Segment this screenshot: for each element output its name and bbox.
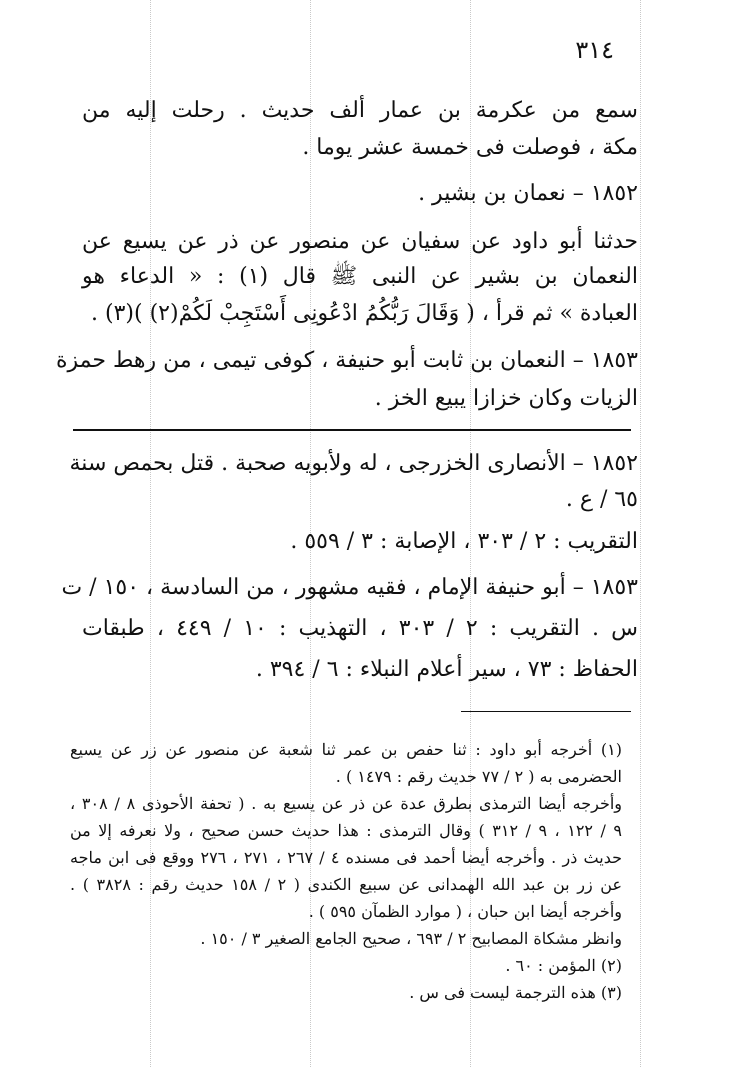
text-line: النعمان بن بشير عن النبى ﷺ قال (١) : « الدعاء هو: [82, 264, 638, 289]
footnote-line: ٩ / ١٢٢ ، ٩ / ٣١٢ ) وقال الترمذى : هذا حديث حسن صحيح ، ولا نعرفه إلا من: [70, 821, 623, 840]
text-line: مكة ، فوصلت فى خمسة عشر يوما .: [302, 135, 638, 160]
text-line: العبادة » ثم قرأ ، ( وَقَالَ رَبُّكُمُ ادْعُونِى أَسْتَجِبْ لَكُمْ(٢) )(٣) .: [91, 301, 638, 326]
footnote-line: حديث ذر . وأخرجه أيضا أحمد فى مسنده ٤ / ٢٦٧ ، ٢٧١ ، ٢٧٦ ووقع فى ابن ماجه: [70, 848, 623, 867]
note-1852-line: ٦٥ / ع .: [565, 487, 638, 512]
dotted-guide: [640, 0, 641, 1067]
footnote-divider: [461, 711, 631, 712]
footnote-line: وانظر مشكاة المصابيح ٢ / ٦٩٣ ، صحيح الجامع الصغير ٣ / ١٥٠ .: [200, 929, 622, 948]
note-1852-line: التقريب : ٢ / ٣٠٣ ، الإصابة : ٣ / ٥٥٩ .: [290, 529, 638, 554]
text-line: حدثنا أبو داود عن سفيان عن منصور عن ذر عن يسيع عن: [82, 229, 638, 254]
note-1853-line: ١٨٥٣ – أبو حنيفة الإمام ، فقيه مشهور ، من السادسة ، ١٥٠ / ت: [61, 575, 638, 600]
footnote-line: وأخرجه أيضا ابن حبان ، ( موارد الظمآن ٥٩٥ ) .: [308, 902, 622, 921]
footnote-2: (٢) المؤمن : ٦٠ .: [505, 956, 622, 975]
footnote-line: الحضرمى به ( ٢ / ٧٧ حديث رقم : ١٤٧٩ ) .: [335, 767, 622, 786]
note-1853-line: الحفاظ : ٧٣ ، سير أعلام النبلاء : ٦ / ٣٩٤ .: [255, 657, 638, 682]
entry-heading-1853: ١٨٥٣ – النعمان بن ثابت أبو حنيفة ، كوفى تيمى ، من رهط حمزة: [56, 348, 638, 373]
footnote-line: وأخرجه أيضا الترمذى بطرق عدة عن ذر عن يسيع به . ( تحفة الأحوذى ٨ / ٣٠٨ ،: [70, 794, 622, 813]
note-1852-line: ١٨٥٢ – الأنصارى الخزرجى ، له ولأبويه صحبة . قتل بحمص سنة: [69, 451, 638, 476]
footnote-3: (٣) هذه الترجمة ليست فى س .: [409, 983, 622, 1002]
entry-heading-1852: ١٨٥٢ – نعمان بن بشير .: [418, 181, 638, 206]
text-line: الزيات وكان خزازا يبيع الخز .: [374, 386, 638, 411]
page-number: ٣١٤: [575, 36, 614, 64]
text-line: سمع من عكرمة بن عمار ألف حديث . رحلت إليه من: [82, 98, 638, 123]
footnote-line: (١) أخرجه أبو داود : ثنا حفص بن عمر ثنا شعبة عن منصور عن زر عن يسيع: [70, 740, 622, 759]
note-1853-line: س . التقريب : ٢ / ٣٠٣ ، التهذيب : ١٠ / ٤٤٩ ، طبقات: [82, 616, 638, 641]
footnote-line: عن زر بن عبد الله الهمدانى عن سبيع الكندى ( ٢ / ١٥٨ حديث رقم : ٣٨٢٨ ) .: [70, 875, 623, 894]
section-divider: [73, 429, 631, 431]
